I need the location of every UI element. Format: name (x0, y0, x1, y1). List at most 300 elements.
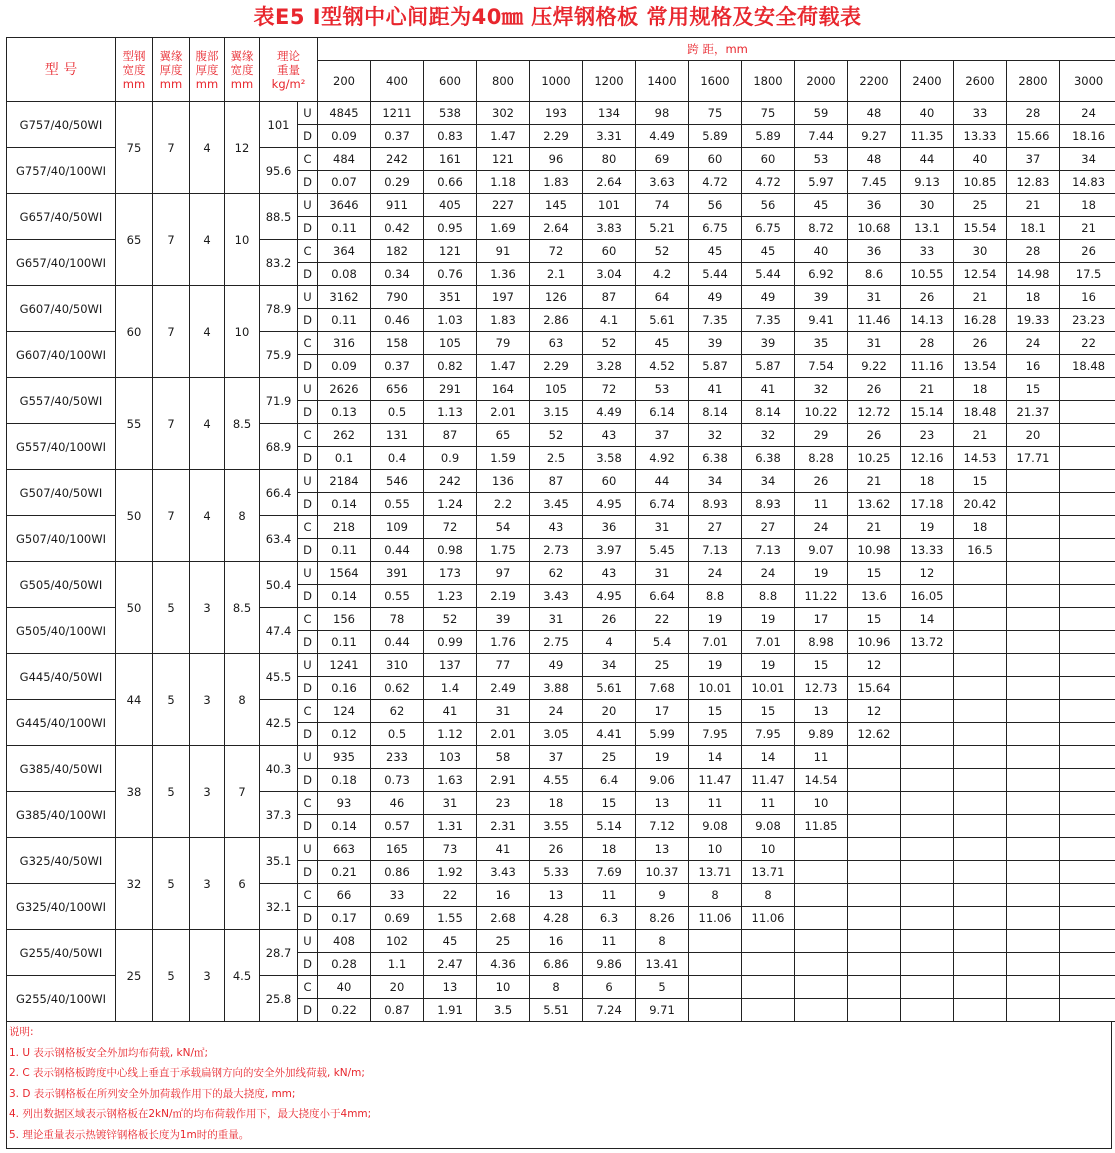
value-cell (901, 700, 954, 723)
value-cell: 6.92 (795, 263, 848, 286)
value-cell: 6.75 (689, 217, 742, 240)
table-row (7, 102, 1115, 125)
value-cell (1060, 976, 1115, 999)
value-cell: 14.98 (1007, 263, 1060, 286)
web-thickness-cell: 4 (190, 286, 225, 378)
value-cell: 10.01 (689, 677, 742, 700)
value-cell: 12.72 (848, 401, 901, 424)
value-cell: 1.31 (424, 815, 477, 838)
load-type-cell: U (298, 838, 318, 861)
value-cell: 0.99 (424, 631, 477, 654)
value-cell (848, 999, 901, 1022)
value-cell: 2.91 (477, 769, 530, 792)
value-cell (1007, 631, 1060, 654)
value-cell (848, 746, 901, 769)
value-cell: 18 (1007, 286, 1060, 309)
value-cell: 103 (424, 746, 477, 769)
value-cell: 14 (689, 746, 742, 769)
load-type-cell: D (298, 677, 318, 700)
value-cell: 131 (371, 424, 424, 447)
value-cell: 21 (1060, 217, 1115, 240)
value-cell (901, 723, 954, 746)
value-cell: 11 (689, 792, 742, 815)
value-cell: 15 (848, 608, 901, 631)
load-type-cell: D (298, 217, 318, 240)
value-cell (901, 953, 954, 976)
value-cell: 0.17 (318, 907, 371, 930)
value-cell: 32 (795, 378, 848, 401)
load-type-cell: D (298, 907, 318, 930)
value-cell: 15 (583, 792, 636, 815)
value-cell: 4.55 (530, 769, 583, 792)
value-cell: 2.01 (477, 723, 530, 746)
model-name: G385/40/100WI (7, 792, 116, 838)
value-cell: 32 (742, 424, 795, 447)
value-cell: 11 (795, 493, 848, 516)
value-cell: 0.66 (424, 171, 477, 194)
value-cell: 11.35 (901, 125, 954, 148)
value-cell: 16.05 (901, 585, 954, 608)
value-cell (1007, 861, 1060, 884)
span-value: 1000 (530, 61, 583, 102)
load-type-cell: D (298, 585, 318, 608)
flat-width-cell: 60 (116, 286, 153, 378)
value-cell: 291 (424, 378, 477, 401)
value-cell: 26 (848, 424, 901, 447)
value-cell: 2.75 (530, 631, 583, 654)
value-cell: 15.66 (1007, 125, 1060, 148)
value-cell: 48 (848, 148, 901, 171)
value-cell: 12.54 (954, 263, 1007, 286)
value-cell (954, 585, 1007, 608)
value-cell: 0.22 (318, 999, 371, 1022)
value-cell (954, 792, 1007, 815)
value-cell: 6.75 (742, 217, 795, 240)
value-cell: 0.08 (318, 263, 371, 286)
value-cell: 233 (371, 746, 424, 769)
value-cell (848, 884, 901, 907)
value-cell: 3.15 (530, 401, 583, 424)
value-cell: 37 (1007, 148, 1060, 171)
value-cell: 6.14 (636, 401, 689, 424)
model-name: G507/40/100WI (7, 516, 116, 562)
weight-cell: 78.9 (260, 286, 298, 332)
value-cell: 2.73 (530, 539, 583, 562)
value-cell: 137 (424, 654, 477, 677)
value-cell: 11.06 (742, 907, 795, 930)
value-cell: 23 (477, 792, 530, 815)
value-cell: 31 (636, 562, 689, 585)
value-cell: 26 (954, 332, 1007, 355)
value-cell (1007, 953, 1060, 976)
value-cell (1007, 746, 1060, 769)
value-cell (848, 792, 901, 815)
value-cell: 17.18 (901, 493, 954, 516)
weight-cell: 32.1 (260, 884, 298, 930)
value-cell: 43 (583, 424, 636, 447)
value-cell (795, 861, 848, 884)
value-cell: 9.06 (636, 769, 689, 792)
value-cell: 5 (636, 976, 689, 999)
value-cell: 16 (477, 884, 530, 907)
value-cell: 77 (477, 654, 530, 677)
value-cell: 10.96 (848, 631, 901, 654)
value-cell: 0.44 (371, 539, 424, 562)
value-cell: 3.5 (477, 999, 530, 1022)
flange-width-cell: 10 (225, 286, 260, 378)
model-name: G757/40/100WI (7, 148, 116, 194)
value-cell (1060, 516, 1115, 539)
value-cell (954, 562, 1007, 585)
value-cell: 87 (583, 286, 636, 309)
value-cell: 1211 (371, 102, 424, 125)
value-cell: 7.13 (742, 539, 795, 562)
value-cell: 8 (689, 884, 742, 907)
value-cell: 22 (424, 884, 477, 907)
value-cell: 14.83 (1060, 171, 1115, 194)
value-cell: 11 (583, 884, 636, 907)
value-cell: 1.1 (371, 953, 424, 976)
value-cell (1007, 769, 1060, 792)
value-cell (848, 953, 901, 976)
value-cell: 1241 (318, 654, 371, 677)
value-cell (901, 861, 954, 884)
flat-width-cell: 75 (116, 102, 153, 194)
value-cell (1007, 838, 1060, 861)
value-cell: 3.43 (477, 861, 530, 884)
value-cell: 182 (371, 240, 424, 263)
value-cell: 21 (848, 470, 901, 493)
page-title: 表E5 I型钢中心间距为40㎜ 压焊钢格板 常用规格及安全荷载表 (253, 5, 862, 29)
value-cell: 13 (424, 976, 477, 999)
value-cell (1060, 677, 1115, 700)
value-cell: 109 (371, 516, 424, 539)
flat-width-cell: 55 (116, 378, 153, 470)
value-cell: 96 (530, 148, 583, 171)
flange-thickness-cell: 5 (153, 654, 190, 746)
value-cell: 19 (901, 516, 954, 539)
value-cell: 16 (1007, 355, 1060, 378)
value-cell: 316 (318, 332, 371, 355)
value-cell: 1.47 (477, 355, 530, 378)
value-cell: 173 (424, 562, 477, 585)
value-cell: 3.04 (583, 263, 636, 286)
value-cell: 0.5 (371, 723, 424, 746)
value-cell: 4845 (318, 102, 371, 125)
load-type-cell: D (298, 861, 318, 884)
value-cell: 656 (371, 378, 424, 401)
value-cell: 26 (530, 838, 583, 861)
value-cell: 5.44 (742, 263, 795, 286)
value-cell: 11.22 (795, 585, 848, 608)
value-cell: 72 (424, 516, 477, 539)
value-cell (1007, 516, 1060, 539)
value-cell (689, 953, 742, 976)
value-cell: 0.37 (371, 355, 424, 378)
flange-thickness-cell: 5 (153, 562, 190, 654)
weight-cell: 35.1 (260, 838, 298, 884)
value-cell (954, 815, 1007, 838)
web-thickness-cell: 3 (190, 746, 225, 838)
value-cell (901, 654, 954, 677)
value-cell: 7.01 (742, 631, 795, 654)
value-cell: 16.5 (954, 539, 1007, 562)
value-cell (954, 677, 1007, 700)
value-cell: 8.6 (848, 263, 901, 286)
value-cell: 87 (424, 424, 477, 447)
value-cell: 49 (530, 654, 583, 677)
value-cell: 2.5 (530, 447, 583, 470)
value-cell (1060, 539, 1115, 562)
value-cell: 45 (636, 332, 689, 355)
value-cell (1060, 792, 1115, 815)
value-cell (1007, 723, 1060, 746)
value-cell: 1.91 (424, 999, 477, 1022)
weight-cell: 83.2 (260, 240, 298, 286)
value-cell: 59 (795, 102, 848, 125)
value-cell: 9 (636, 884, 689, 907)
value-cell: 15 (742, 700, 795, 723)
value-cell: 105 (424, 332, 477, 355)
value-cell: 11.85 (795, 815, 848, 838)
value-cell (1060, 999, 1115, 1022)
value-cell (954, 907, 1007, 930)
value-cell (1007, 700, 1060, 723)
value-cell: 13.54 (954, 355, 1007, 378)
value-cell (1060, 746, 1115, 769)
value-cell: 5.97 (795, 171, 848, 194)
value-cell: 2.86 (530, 309, 583, 332)
value-cell: 14.53 (954, 447, 1007, 470)
value-cell: 80 (583, 148, 636, 171)
value-cell: 3162 (318, 286, 371, 309)
flange-thickness-cell: 7 (153, 378, 190, 470)
value-cell: 10.22 (795, 401, 848, 424)
value-cell: 0.83 (424, 125, 477, 148)
value-cell: 24 (1060, 102, 1115, 125)
value-cell: 0.76 (424, 263, 477, 286)
value-cell: 262 (318, 424, 371, 447)
flange-width-cell: 10 (225, 194, 260, 286)
value-cell: 65 (477, 424, 530, 447)
value-cell (1060, 884, 1115, 907)
value-cell: 3.43 (530, 585, 583, 608)
value-cell: 56 (742, 194, 795, 217)
value-cell: 2.01 (477, 401, 530, 424)
value-cell (848, 769, 901, 792)
span-value: 600 (424, 61, 477, 102)
value-cell: 1.63 (424, 769, 477, 792)
value-cell: 16.28 (954, 309, 1007, 332)
load-type-cell: C (298, 976, 318, 999)
value-cell: 19.33 (1007, 309, 1060, 332)
value-cell: 5.89 (742, 125, 795, 148)
value-cell: 18 (530, 792, 583, 815)
web-thickness-cell: 3 (190, 930, 225, 1022)
flat-width-cell: 38 (116, 746, 153, 838)
value-cell: 8.8 (689, 585, 742, 608)
value-cell: 1.23 (424, 585, 477, 608)
value-cell: 4.95 (583, 585, 636, 608)
web-thickness-cell: 3 (190, 562, 225, 654)
value-cell: 15.14 (901, 401, 954, 424)
load-type-cell: C (298, 792, 318, 815)
value-cell: 0.12 (318, 723, 371, 746)
value-cell: 1.83 (530, 171, 583, 194)
model-name: G507/40/50WI (7, 470, 116, 516)
value-cell (848, 907, 901, 930)
value-cell: 7.13 (689, 539, 742, 562)
value-cell: 3.55 (530, 815, 583, 838)
value-cell: 27 (689, 516, 742, 539)
value-cell (901, 815, 954, 838)
value-cell: 0.55 (371, 585, 424, 608)
value-cell: 242 (371, 148, 424, 171)
value-cell: 18.1 (1007, 217, 1060, 240)
table-row (7, 746, 1115, 769)
value-cell: 6.74 (636, 493, 689, 516)
value-cell: 5.4 (636, 631, 689, 654)
value-cell: 3.58 (583, 447, 636, 470)
value-cell: 7.95 (689, 723, 742, 746)
value-cell: 69 (636, 148, 689, 171)
load-type-cell: D (298, 953, 318, 976)
value-cell: 12.83 (1007, 171, 1060, 194)
span-value: 2600 (954, 61, 1007, 102)
value-cell: 8.93 (742, 493, 795, 516)
value-cell: 4.41 (583, 723, 636, 746)
value-cell (1060, 401, 1115, 424)
value-cell: 87 (530, 470, 583, 493)
value-cell: 60 (583, 240, 636, 263)
flange-width-cell: 8 (225, 470, 260, 562)
span-value: 1400 (636, 61, 689, 102)
value-cell: 0.42 (371, 217, 424, 240)
value-cell: 0.5 (371, 401, 424, 424)
value-cell: 10.68 (848, 217, 901, 240)
span-value: 3000 (1060, 61, 1115, 102)
value-cell (1007, 470, 1060, 493)
value-cell: 18 (954, 516, 1007, 539)
load-type-cell: C (298, 240, 318, 263)
value-cell: 2184 (318, 470, 371, 493)
value-cell: 1564 (318, 562, 371, 585)
value-cell: 29 (795, 424, 848, 447)
value-cell: 13.1 (901, 217, 954, 240)
value-cell: 45 (424, 930, 477, 953)
value-cell (795, 907, 848, 930)
load-type-cell: D (298, 125, 318, 148)
value-cell: 4.28 (530, 907, 583, 930)
table-row (7, 286, 1115, 309)
table-row (7, 194, 1115, 217)
value-cell (954, 999, 1007, 1022)
value-cell (1060, 493, 1115, 516)
flat-width-cell: 65 (116, 194, 153, 286)
flange-thickness-cell: 7 (153, 194, 190, 286)
flange-width-cell: 6 (225, 838, 260, 930)
value-cell (954, 608, 1007, 631)
model-name: G445/40/50WI (7, 654, 116, 700)
value-cell: 2.1 (530, 263, 583, 286)
table-row (7, 930, 1115, 953)
flange-width-cell: 7 (225, 746, 260, 838)
value-cell: 9.41 (795, 309, 848, 332)
value-cell: 10 (742, 838, 795, 861)
value-cell: 2.31 (477, 815, 530, 838)
value-cell: 19 (795, 562, 848, 585)
value-cell: 4.49 (636, 125, 689, 148)
value-cell: 10.98 (848, 539, 901, 562)
value-cell: 8.98 (795, 631, 848, 654)
value-cell: 405 (424, 194, 477, 217)
value-cell: 12 (848, 654, 901, 677)
value-cell: 6.3 (583, 907, 636, 930)
value-cell (689, 999, 742, 1022)
value-cell: 1.18 (477, 171, 530, 194)
value-cell: 75 (742, 102, 795, 125)
value-cell: 39 (689, 332, 742, 355)
value-cell: 156 (318, 608, 371, 631)
value-cell: 34 (583, 654, 636, 677)
note-item: 1. U 表示钢格板安全外加均布荷载, kN/㎡; (9, 1046, 209, 1059)
value-cell: 40 (954, 148, 1007, 171)
value-cell: 10 (689, 838, 742, 861)
value-cell: 45 (689, 240, 742, 263)
flange-width-cell: 4.5 (225, 930, 260, 1022)
flat-width-cell: 44 (116, 654, 153, 746)
value-cell (954, 976, 1007, 999)
load-type-cell: C (298, 148, 318, 171)
value-cell: 15 (795, 654, 848, 677)
value-cell (1060, 907, 1115, 930)
value-cell: 3.97 (583, 539, 636, 562)
value-cell: 3.05 (530, 723, 583, 746)
value-cell: 13.71 (689, 861, 742, 884)
value-cell (1007, 907, 1060, 930)
value-cell: 6.38 (689, 447, 742, 470)
value-cell: 0.28 (318, 953, 371, 976)
span-value: 800 (477, 61, 530, 102)
value-cell (1060, 608, 1115, 631)
flange-thickness-cell: 7 (153, 286, 190, 378)
value-cell: 26 (848, 378, 901, 401)
flange-width-cell: 8.5 (225, 562, 260, 654)
value-cell: 41 (689, 378, 742, 401)
value-cell: 9.08 (689, 815, 742, 838)
weight-cell: 42.5 (260, 700, 298, 746)
value-cell: 2626 (318, 378, 371, 401)
span-value: 200 (318, 61, 371, 102)
value-cell: 7.35 (689, 309, 742, 332)
value-cell: 8 (530, 976, 583, 999)
value-cell: 0.37 (371, 125, 424, 148)
value-cell: 98 (636, 102, 689, 125)
value-cell: 121 (424, 240, 477, 263)
value-cell (1007, 562, 1060, 585)
table-row (7, 470, 1115, 493)
value-cell (1060, 723, 1115, 746)
value-cell: 484 (318, 148, 371, 171)
weight-cell: 50.4 (260, 562, 298, 608)
value-cell (1060, 378, 1115, 401)
value-cell (1060, 930, 1115, 953)
value-cell: 26 (901, 286, 954, 309)
load-table (6, 37, 1115, 1022)
value-cell: 102 (371, 930, 424, 953)
value-cell: 126 (530, 286, 583, 309)
model-name: G385/40/50WI (7, 746, 116, 792)
